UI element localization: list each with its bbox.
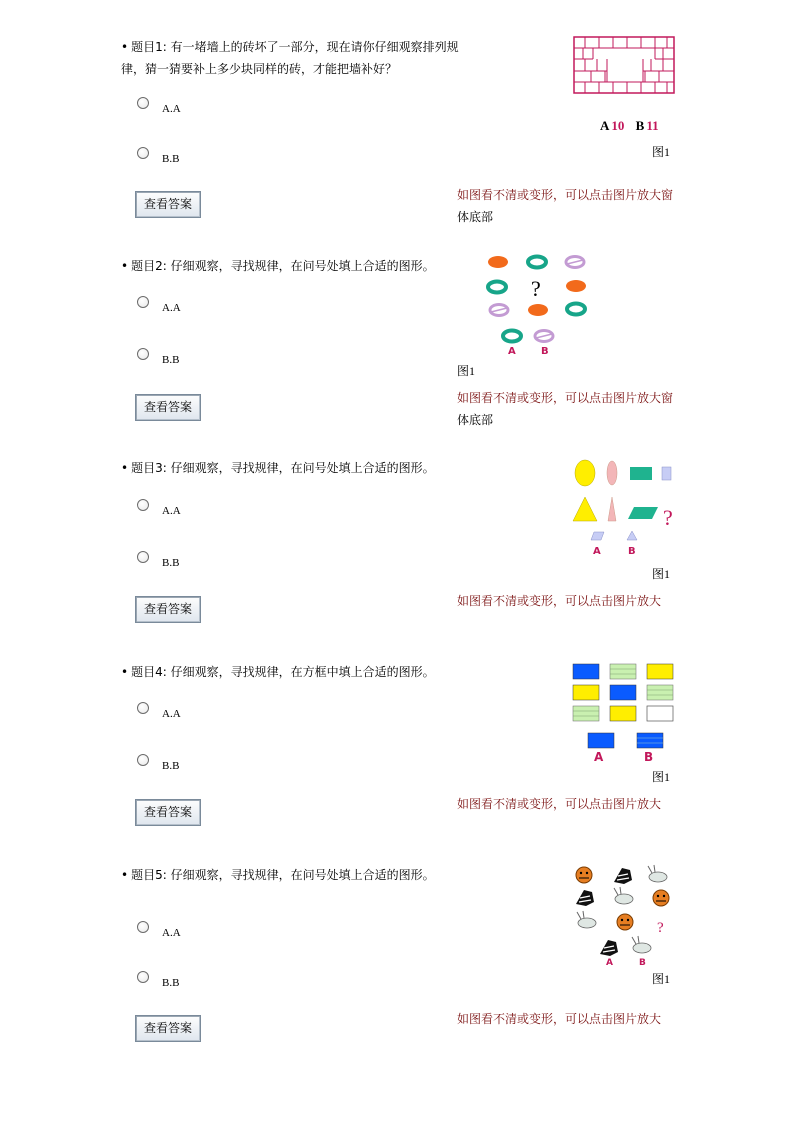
yellow-box [647,664,673,679]
box-pattern-image[interactable] [570,660,678,765]
view-answer-button[interactable]: 查看答案 [135,191,201,218]
orange-face [528,304,548,316]
view-answer-button[interactable]: 查看答案 [135,799,201,826]
blue-box [573,664,599,679]
figure-label: 图1 [457,364,476,378]
zoom-hint: 如图看不清或变形，可以点击图片放大窗 体底部 [457,391,674,427]
choice-b-striped-blue-box [637,733,663,748]
yellow-oval [575,460,595,486]
choice-a-label: A [606,958,613,968]
answer-choices-label: A 10 B 11 [600,118,659,133]
teal-rectangle [630,467,652,480]
radio-option-b[interactable] [137,147,149,159]
green-striped-box [647,685,673,700]
yellow-box [573,685,599,700]
question-mark: ? [657,920,664,936]
radio-option-b[interactable] [137,551,149,563]
question-text: • 题目5: 仔细观察，寻找规律，在问号处填上合适的图形。 [121,868,435,882]
tiger-icon [576,867,592,883]
green-striped-box [573,706,599,721]
blue-box [610,685,636,700]
teal-ring [503,331,521,342]
tiger-icon [653,890,669,906]
teal-ring [528,257,546,268]
choice-b-triangle [627,531,637,540]
zoom-hint: 如图看不清或变形，可以点击图片放大窗 体底部 [457,188,674,224]
question-text: • 题目4: 仔细观察，寻找规律，在方框中填上合适的图形。 [121,665,435,679]
choice-b-label: B [628,546,636,557]
choice-a-zebra-icon [600,940,618,956]
choice-b-label: B [541,346,549,357]
zebra-icon [576,890,594,906]
pink-triangle [608,497,616,521]
zoom-hint: 如图看不清或变形，可以点击图片放大 [457,797,662,811]
teal-ring [567,304,585,315]
question-text: • 题目2: 仔细观察，寻找规律，在问号处填上合适的图形。 [121,259,435,273]
figure-label: 图1 [652,145,671,159]
yellow-triangle [573,497,597,521]
orange-face [566,280,586,292]
choice-a-blue-box [588,733,614,748]
view-answer-button[interactable]: 查看答案 [135,1015,201,1042]
figure-label: 图1 [652,972,671,986]
radio-option-b[interactable] [137,348,149,360]
choice-a-label: A [594,750,604,764]
figure-label: 图1 [652,567,671,581]
question-mark: ? [663,505,673,530]
ring-pattern-image[interactable] [480,250,595,358]
yellow-box [610,706,636,721]
brick-wall-image[interactable] [573,36,675,94]
zebra-icon [614,868,632,884]
radio-option-b[interactable] [137,971,149,983]
radio-option-a[interactable] [137,921,149,933]
radio-option-a[interactable] [137,702,149,714]
orange-face [488,256,508,268]
radio-option-a[interactable] [137,499,149,511]
green-striped-box [610,664,636,679]
choice-a-label: A [508,346,516,357]
animal-pattern-image[interactable] [570,862,678,968]
rabbit-icon [614,887,633,904]
pink-oval [607,461,617,485]
rabbit-icon [577,911,596,928]
teal-parallelogram [628,507,658,519]
choice-b-label: B [644,750,654,764]
shape-pattern-image[interactable] [570,457,678,560]
teal-ring [488,282,506,293]
rabbit-icon [648,865,667,882]
radio-option-a[interactable] [137,296,149,308]
empty-box [647,706,673,721]
tiger-icon [617,914,633,930]
choice-b-rabbit-icon [632,936,651,953]
choice-b-label: B [639,958,646,968]
view-answer-button[interactable]: 查看答案 [135,394,201,421]
question-mark: ? [531,276,541,301]
radio-option-a[interactable] [137,97,149,109]
question-text: • 题目1: 有一堵墙上的砖坏了一部分，现在请你仔细观察排列规律，猜一猜要补上多少块同样的砖，才能把墙补好？ [121,40,459,76]
zoom-hint: 如图看不清或变形，可以点击图片放大 [457,594,662,608]
choice-a-parallelogram [591,532,604,540]
radio-option-b[interactable] [137,754,149,766]
lavender-rectangle [662,467,671,480]
view-answer-button[interactable]: 查看答案 [135,596,201,623]
zoom-hint: 如图看不清或变形，可以点击图片放大 [457,1012,662,1026]
figure-label: 图1 [652,770,671,784]
question-text: • 题目3: 仔细观察，寻找规律，在问号处填上合适的图形。 [121,461,435,475]
choice-a-label: A [593,546,601,557]
